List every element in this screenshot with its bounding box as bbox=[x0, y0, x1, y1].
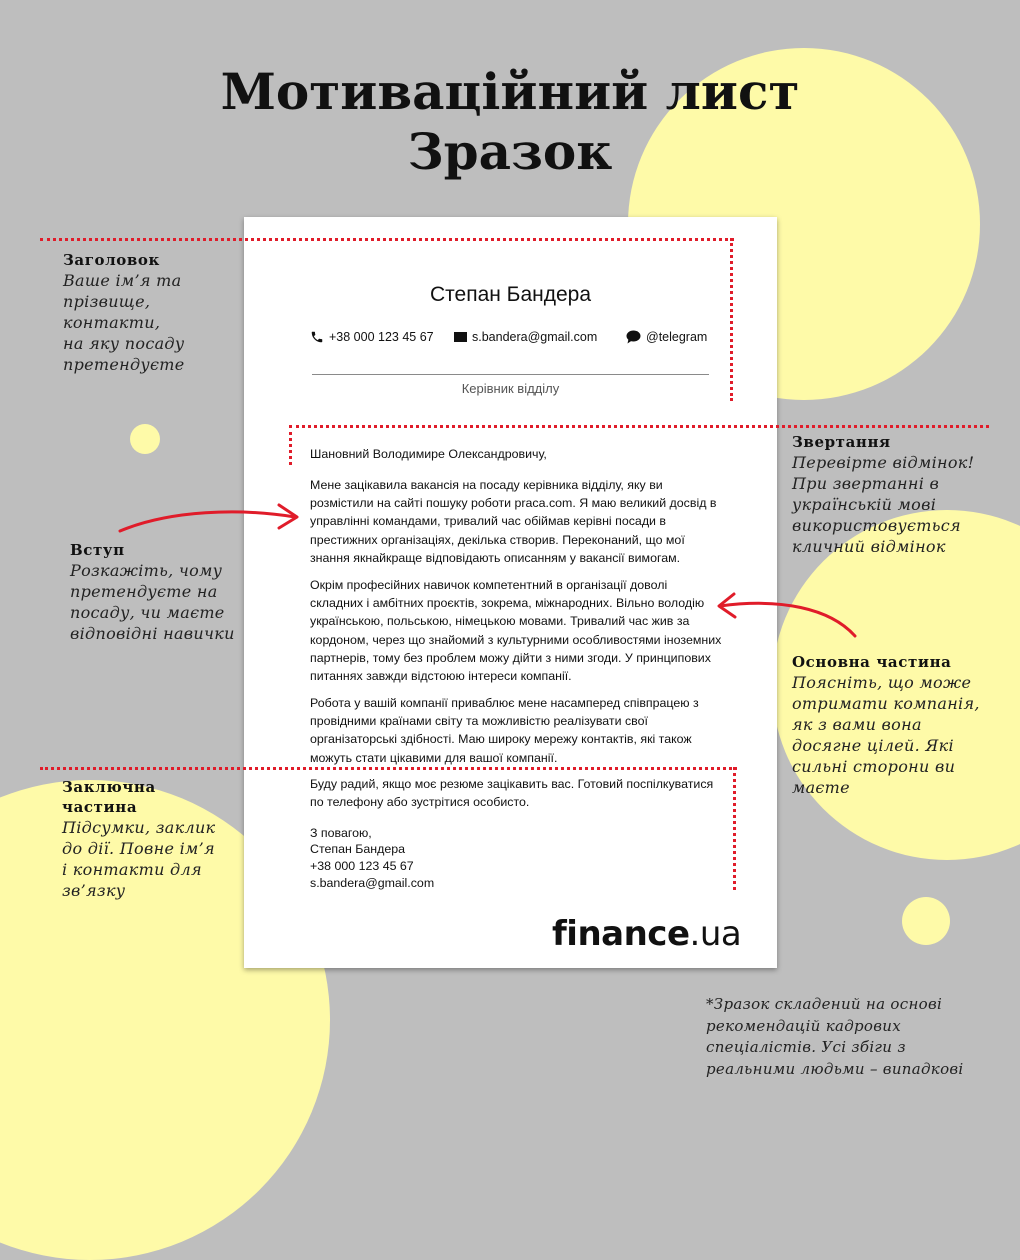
annotation-header-title: Заголовок bbox=[63, 251, 160, 269]
letter-greeting: Шановний Володимире Олександровичу, bbox=[310, 447, 547, 461]
letter-body-2: Робота у вашій компанії приваблює мене насамперед співпрацею з провідними країнами світу та можливістю реалізувати свої організаторські здібності. Маю широку мережу контактів, які також можуть стати цікавими для вашої компанії. bbox=[310, 696, 699, 765]
annotation-main-title: Основна частина bbox=[792, 653, 952, 671]
annotation-intro-line-1: Розкажіть, чому bbox=[70, 561, 223, 580]
letter-signature-email: s.bandera@gmail.com bbox=[310, 876, 435, 890]
annotation-address-line-1: Перевірте відмінок! bbox=[792, 453, 975, 472]
footnote bbox=[706, 994, 1006, 1080]
letter-signature-phone: +38 000 123 45 67 bbox=[310, 859, 414, 873]
annotation-conclusion-title-1: Заключна bbox=[62, 778, 156, 796]
logo-main-text: finance bbox=[552, 914, 690, 954]
annotation-header bbox=[63, 250, 185, 375]
intro-arrow bbox=[120, 505, 297, 531]
contact-telegram-text: @telegram bbox=[646, 330, 708, 344]
annotation-conclusion-line-4: зв’язку bbox=[62, 881, 126, 900]
contact-phone-text: +38 000 123 45 67 bbox=[329, 330, 434, 344]
annotation-intro-title: Вступ bbox=[70, 541, 125, 559]
annotation-address-line-5: кличний відмінок bbox=[792, 537, 946, 556]
letter-body-1: Окрім професійних навичок компетентний в організації доволі складних і амбітних проєктів, зокрема, міжнародних. Вільно володію українською, польською, німецькою мовами. Тривалий час жив за кордоном, через що знайомий з культурними особливостями іноземних партнерів, тому без проблем можу дійти з ними згоди. У принципових питаннях завжди відстоюю інтереси компанії. bbox=[310, 578, 722, 684]
annotation-intro bbox=[70, 540, 235, 644]
annotation-address-line-4: використовується bbox=[792, 516, 961, 535]
letter-closing: Буду радий, якщо моє резюме зацікавить вас. Готовий поспілкуватися по телефону або зустрітися особисто. bbox=[310, 777, 714, 810]
annotation-main-line-1: Поясніть, що може bbox=[792, 673, 972, 692]
annotation-address-line-2: При звертанні в bbox=[792, 474, 940, 493]
annotation-conclusion-line-1: Підсумки, заклик bbox=[62, 818, 216, 837]
annotation-header-line-5: претендуєте bbox=[63, 355, 185, 374]
annotation-header-line-2: прізвище, bbox=[63, 292, 151, 311]
logo-suffix-text: .ua bbox=[689, 914, 742, 954]
annotation-main-line-2: отримати компанія, bbox=[792, 694, 980, 713]
letter-signature-name: Степан Бандера bbox=[310, 842, 406, 856]
letter-name: Степан Бандера bbox=[429, 283, 592, 306]
annotation-main-line-6: маєте bbox=[792, 778, 850, 797]
annotation-header-line-3: контакти, bbox=[63, 313, 161, 332]
footnote-line-3: спеціалістів. Усі збіги з bbox=[706, 1038, 906, 1056]
annotation-conclusion-line-3: і контакти для bbox=[62, 860, 202, 879]
footnote-line-2: рекомендацій кадрових bbox=[706, 1016, 901, 1035]
annotation-address-title: Звертання bbox=[792, 433, 891, 451]
annotation-conclusion-title-2: частина bbox=[62, 798, 138, 816]
annotation-address bbox=[792, 432, 974, 557]
annotation-intro-line-4: відповідні навички bbox=[70, 624, 235, 643]
annotation-main-line-3: як з вами вона bbox=[792, 715, 922, 734]
contact-email-text: s.bandera@gmail.com bbox=[472, 330, 598, 344]
annotation-conclusion bbox=[62, 777, 215, 901]
annotation-address-line-3: українській мові bbox=[792, 495, 937, 514]
annotation-header-line-1: Ваше ім’я та bbox=[63, 271, 182, 290]
footnote-line-1: *Зразок складений на основі bbox=[706, 995, 943, 1013]
letter-position: Керівник відділу bbox=[461, 381, 560, 396]
annotation-conclusion-line-2: до дії. Повне ім’я bbox=[62, 839, 215, 858]
title-line-2: Зразок bbox=[407, 122, 613, 181]
annotation-main-line-5: сильні сторони ви bbox=[792, 757, 956, 776]
main-arrow bbox=[719, 594, 855, 636]
title-line-1: Мотиваційний лист bbox=[220, 62, 800, 121]
annotation-intro-line-2: претендуєте на bbox=[70, 582, 218, 601]
annotation-header-line-4: на яку посаду bbox=[63, 334, 185, 353]
annotation-intro-line-3: посаду, чи маєте bbox=[70, 603, 225, 622]
letter-signoff: З повагою, bbox=[310, 826, 372, 840]
footnote-line-4: реальними людьми – випадкові bbox=[706, 1059, 964, 1078]
letter-intro: Мене зацікавила вакансія на посаду керівника відділу, яку ви розмістили на сайті пошуку роботи praca.com. Я маю великий досвід в управлінні командами, тривалий час обіймав керівні посади в престижних організаціях, декілька створив. Переконаний, що мої знання якнайкраще відповідають описанням у вакансії вимогам. bbox=[310, 478, 717, 565]
annotation-main bbox=[792, 652, 980, 798]
annotation-main-line-4: досягне цілей. Які bbox=[792, 736, 954, 755]
